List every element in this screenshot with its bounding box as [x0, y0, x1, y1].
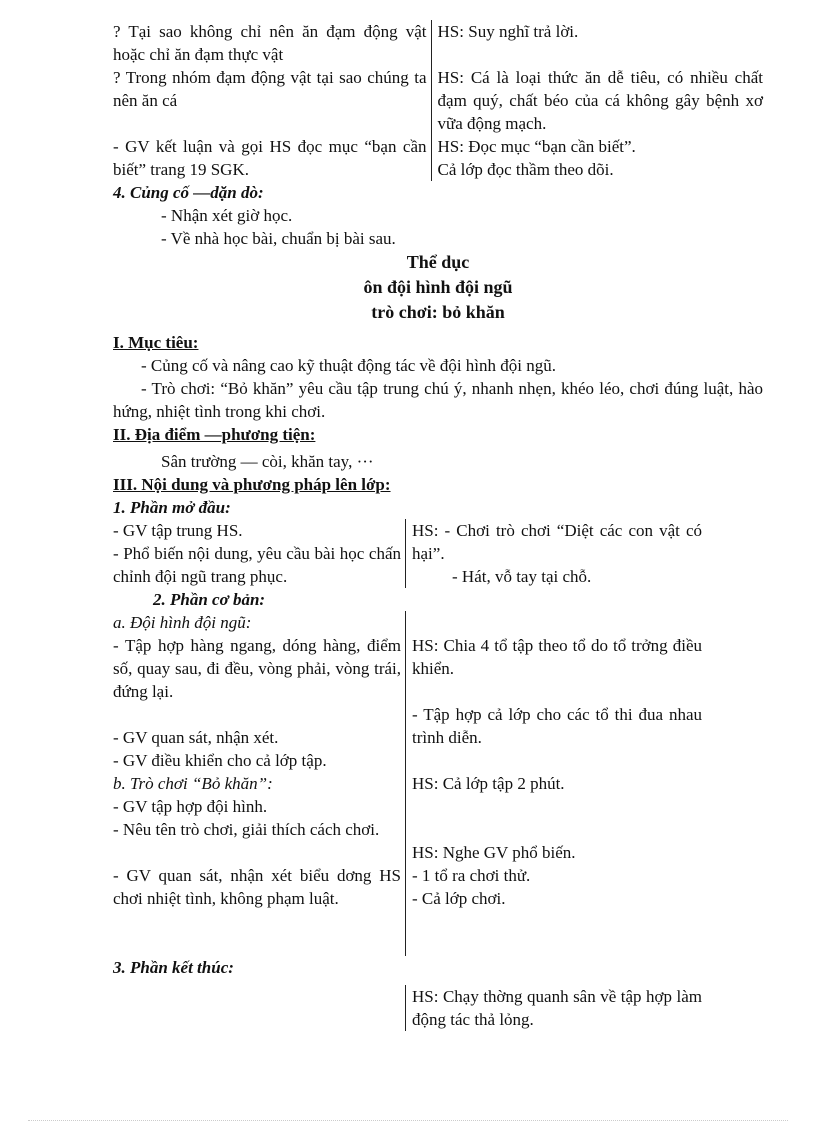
section-heading: 4. Củng cố —dặn dò: — [113, 183, 264, 202]
table-cell: HS: Cá là loại thức ăn dễ tiêu, có nhiều chất đạm quý, chất béo của cá không gây bệnh xơ vữa động mạch. — [437, 68, 763, 133]
document-page — [113, 20, 763, 1031]
lesson-subtitle: trò chơi: bỏ khăn — [371, 302, 505, 322]
table-cell: HS: Chạy thờng quanh sân về tập hợp làm động tác thả lỏng. — [412, 987, 702, 1029]
table-cell: - GV tập trung HS. — [113, 521, 243, 540]
table-cell: - GV điều khiển cho cả lớp tập. — [113, 751, 327, 770]
part-heading: 3. Phần kết thúc: — [113, 958, 234, 977]
table-cell: HS: Đọc mục “bạn cần biết”. — [437, 137, 636, 156]
activity-table — [113, 519, 763, 588]
table-cell: - Hát, vỗ tay tại chỗ. — [452, 567, 592, 586]
table-cell: - Tập hợp hàng ngang, dóng hàng, điểm số, quay sau, đi đều, vòng phải, vòng trái, đứng lại. — [113, 636, 401, 701]
part-heading: 1. Phần mở đầu: — [113, 498, 231, 517]
list-item: - Củng cố và nâng cao kỹ thuật động tác về đội hình đội ngũ. — [141, 356, 556, 375]
table-cell: - Nêu tên trò chơi, giải thích cách chơi. — [113, 820, 380, 839]
table-cell: HS: Cả lớp tập 2 phút. — [412, 774, 565, 793]
sub-heading: b. Trò chơi “Bỏ khăn”: — [113, 774, 273, 793]
table-cell: - Tập hợp cả lớp cho các tổ thi đua nhau trình diễn. — [412, 705, 702, 747]
table-cell: ? Trong nhóm đạm động vật tại sao chúng ta nên ăn cá — [113, 68, 427, 110]
location-text: Sân trường — còi, khăn tay, ··· — [161, 452, 374, 471]
table-cell: - GV kết luận và gọi HS đọc mục “bạn cần biết” trang 19 SGK. — [113, 137, 427, 179]
table-cell: - GV quan sát, nhận xét biểu dơng HS chơi nhiệt tình, không phạm luật. — [113, 866, 401, 908]
table-cell: HS: - Chơi trò chơi “Diệt các con vật có hại”. — [412, 521, 702, 563]
lesson-subtitle: ôn đội hình đội ngũ — [363, 277, 513, 297]
table-cell: HS: Chia 4 tổ tập theo tổ do tổ trởng điều khiển. — [412, 636, 702, 678]
table-cell: Cả lớp đọc thầm theo dõi. — [437, 160, 614, 179]
activity-table — [113, 985, 763, 1031]
activity-table — [113, 611, 763, 956]
sub-heading: a. Đội hình đội ngũ: — [113, 613, 252, 632]
lesson-title: Thể dục — [406, 252, 470, 272]
table-cell: - GV quan sát, nhận xét. — [113, 728, 279, 747]
list-item: - Trò chơi: “Bỏ khăn” yêu cầu tập trung chú ý, nhanh nhẹn, khéo léo, chơi đúng luật, hào hứng, nhiệt tình trong khi chơi. — [113, 379, 763, 421]
table-cell: - Cả lớp chơi. — [412, 889, 506, 908]
table-cell: HS: Nghe GV phổ biến. — [412, 843, 576, 862]
section-heading: I. Mục tiêu: — [113, 333, 199, 352]
table-cell: - Phổ biến nội dung, yêu cầu bài học chấn chỉnh đội ngũ trang phục. — [113, 544, 401, 586]
list-item: - Về nhà học bài, chuẩn bị bài sau. — [161, 229, 396, 248]
list-item: - Nhận xét giờ học. — [161, 206, 293, 225]
qa-table — [113, 20, 763, 181]
table-cell: - GV tập hợp đội hình. — [113, 797, 268, 816]
section-heading: II. Địa điểm —phương tiện: — [113, 425, 316, 444]
part-heading: 2. Phần cơ bản: — [153, 590, 266, 609]
table-cell: HS: Suy nghĩ trả lời. — [437, 22, 579, 41]
page-footer-divider — [28, 1120, 788, 1121]
section-heading: III. Nội dung và phương pháp lên lớp: — [113, 475, 391, 494]
table-cell: - 1 tổ ra chơi thử. — [412, 866, 531, 885]
table-cell: ? Tại sao không chỉ nên ăn đạm động vật hoặc chỉ ăn đạm thực vật — [113, 22, 427, 64]
